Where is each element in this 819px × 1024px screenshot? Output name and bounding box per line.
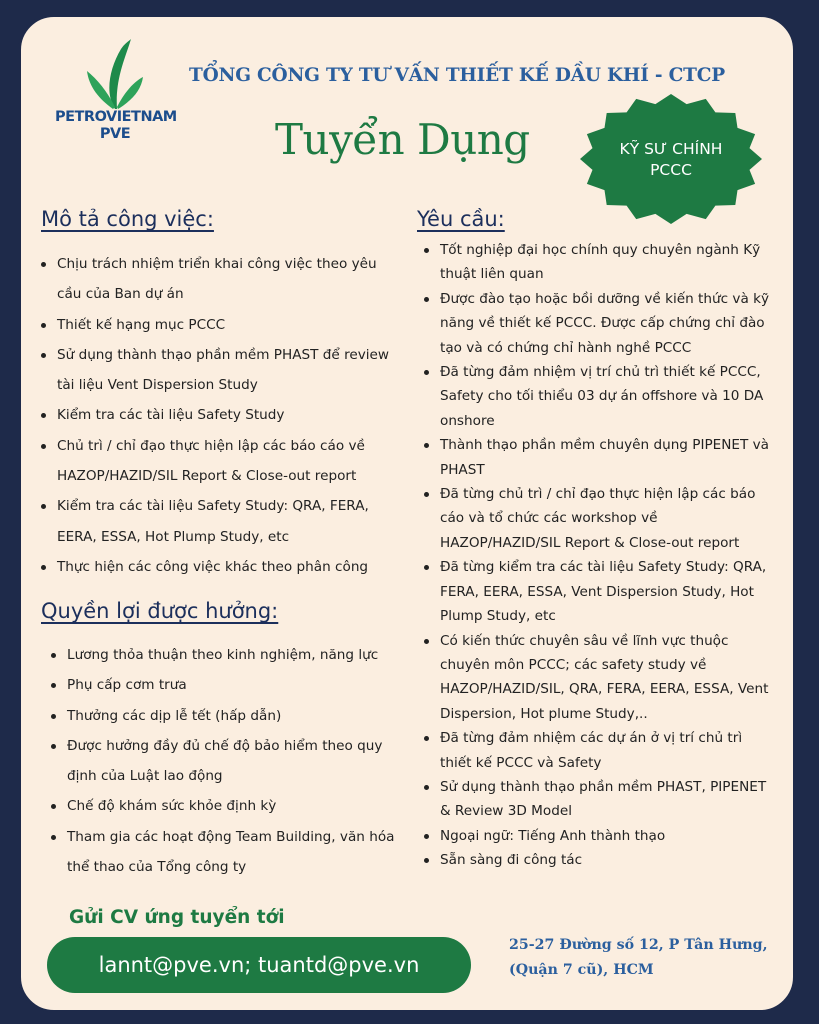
list-item: Chủ trì / chỉ đạo thực hiện lập các báo cáo về HAZOP/HAZID/SIL Report & Close-out report: [41, 431, 401, 492]
position-badge: [579, 93, 763, 225]
logo-abbreviation: PVE: [99, 126, 131, 142]
list-item: Kiểm tra các tài liệu Safety Study: [41, 400, 401, 430]
job-description-heading: Mô tả công việc:: [41, 207, 214, 231]
office-address: [509, 933, 779, 983]
address-line: (Quận 7 cũ), HCM: [509, 962, 654, 978]
list-item: Sẵn sàng đi công tác: [424, 848, 774, 872]
badge-position: KỸ SƯ CHÍNH: [619, 140, 723, 158]
list-item: Sử dụng thành thạo phần mềm PHAST để review tài liệu Vent Dispersion Study: [41, 340, 401, 401]
list-item: Kiểm tra các tài liệu Safety Study: QRA, FERA, EERA, ESSA, Hot Plump Study, etc: [41, 491, 401, 552]
requirements-heading: Yêu cầu:: [417, 207, 505, 231]
benefits-heading: Quyền lợi được hưởng:: [41, 599, 279, 623]
recruitment-poster: [18, 14, 796, 1013]
company-logo: [55, 39, 175, 159]
list-item: Đã từng đảm nhiệm các dự án ở vị trí chủ trì thiết kế PCCC và Safety: [424, 726, 774, 775]
job-description-list: [41, 249, 401, 582]
list-item: Đã từng kiểm tra các tài liệu Safety Study: QRA, FERA, EERA, ESSA, Vent Dispersion Study, Hot Plump Study, etc: [424, 555, 774, 628]
list-item: Chế độ khám sức khỏe định kỳ: [51, 791, 411, 821]
list-item: Thưởng các dịp lễ tết (hấp dẫn): [51, 701, 411, 731]
list-item: Được hưởng đầy đủ chế độ bảo hiểm theo quy định của Luật lao động: [51, 731, 411, 792]
list-item: Được đào tạo hoặc bồi dưỡng về kiến thức và kỹ năng về thiết kế PCCC. Được cấp chứng chỉ đào tạo và có chứng chỉ hành nghề PCCC: [424, 287, 774, 360]
list-item: Có kiến thức chuyên sâu về lĩnh vực thuộc chuyên môn PCCC; các safety study về HAZOP/HAZID/SIL, QRA, FERA, EERA, ESSA, Vent Dispersion, Hot plume Study,..: [424, 629, 774, 727]
company-name: TỔNG CÔNG TY TƯ VẤN THIẾT KẾ DẦU KHÍ - CTCP: [189, 65, 725, 86]
list-item: Sử dụng thành thạo phần mềm PHAST, PIPENET & Review 3D Model: [424, 775, 774, 824]
list-item: Chịu trách nhiệm triển khai công việc theo yêu cầu của Ban dự án: [41, 249, 401, 310]
list-item: Ngoại ngữ: Tiếng Anh thành thạo: [424, 824, 774, 848]
list-item: Phụ cấp cơm trưa: [51, 670, 411, 700]
list-item: Đã từng chủ trì / chỉ đạo thực hiện lập các báo cáo và tổ chức các workshop về HAZOP/HAZID/SIL Report & Close-out report: [424, 482, 774, 555]
requirements-list: [424, 238, 774, 873]
apply-label: Gửi CV ứng tuyển tới: [69, 907, 285, 928]
address-line: 25-27 Đường số 12, P Tân Hưng,: [509, 937, 768, 953]
page-title: Tuyển Dụng: [275, 115, 530, 164]
list-item: Tham gia các hoạt động Team Building, văn hóa thể thao của Tổng công ty: [51, 822, 411, 883]
benefits-list: [51, 640, 411, 882]
badge-field: PCCC: [650, 161, 692, 179]
logo-wordmark: PETROVIETNAM: [55, 109, 177, 125]
list-item: Tốt nghiệp đại học chính quy chuyên ngành Kỹ thuật liên quan: [424, 238, 774, 287]
list-item: Lương thỏa thuận theo kinh nghiệm, năng lực: [51, 640, 411, 670]
leaf-icon: [85, 39, 145, 111]
list-item: Thiết kế hạng mục PCCC: [41, 310, 401, 340]
email-contact[interactable]: lannt@pve.vn; tuantd@pve.vn: [47, 937, 471, 993]
list-item: Thực hiện các công việc khác theo phân công: [41, 552, 401, 582]
list-item: Thành thạo phần mềm chuyên dụng PIPENET và PHAST: [424, 433, 774, 482]
list-item: Đã từng đảm nhiệm vị trí chủ trì thiết kế PCCC, Safety cho tối thiểu 03 dự án offshore và 10 DA onshore: [424, 360, 774, 433]
